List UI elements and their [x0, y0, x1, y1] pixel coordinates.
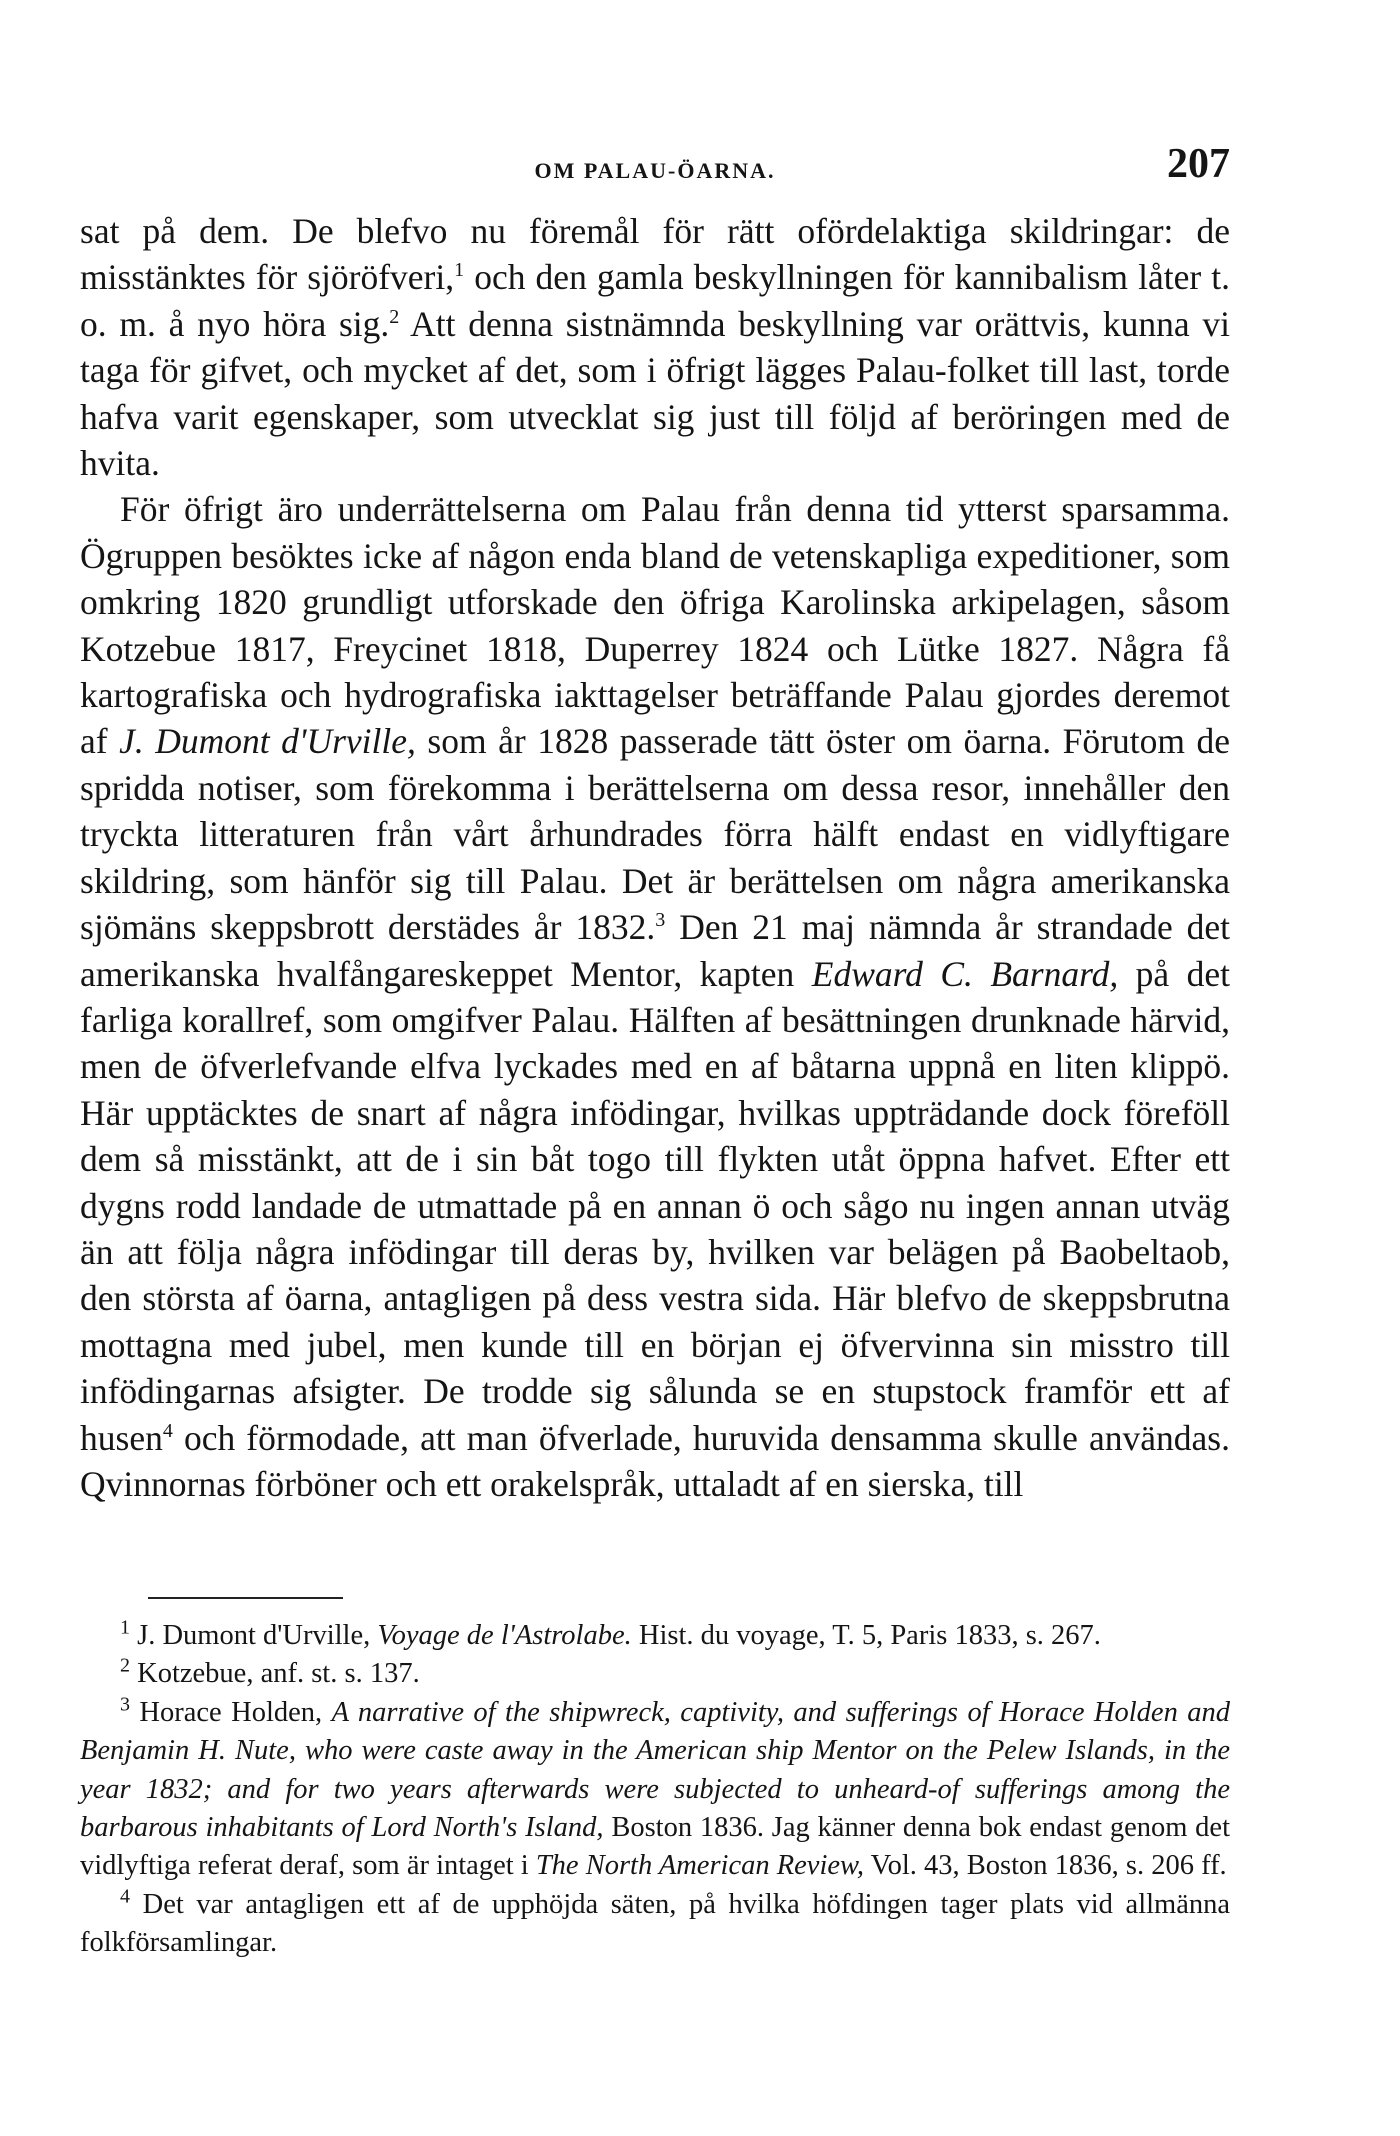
- text-run: Kotzebue, anf. st. s. 137.: [130, 1658, 420, 1690]
- footnotes: [80, 1617, 1230, 1963]
- text-run: Boston 1836. Jag känner denna bok endast genom det vidlyftiga referat deraf, som är intaget i: [80, 1812, 1230, 1882]
- paragraph-2: [80, 486, 1230, 1507]
- footnote-ref-2: 2: [389, 305, 400, 328]
- text-run: Det var antagligen ett af de upphöjda säten, på hvilka höfdingen tager plats vid allmänna folkförsamlingar.: [80, 1888, 1230, 1959]
- footnote-ref-1: 1: [454, 259, 465, 282]
- book-title: A narrative of the shipwreck, captivity, and sufferings of Horace Holden and Benjamin H. Nute, who were caste away in the American ship Mentor on the Pelew Islands, in the year 1832; and for two years afterwards were subjected to unheard-of sufferings among the barbarous inhabitants of Lord North's Island,: [80, 1696, 1231, 1844]
- text-run: och förmodade, att man öfverlade, huruvida densamma skulle användas. Qvinnornas förböner och ett orakelspråk, uttaladt af en sierska, till: [80, 1417, 1230, 1504]
- text-run: Den 21 maj nämnda år strandade det amerikanska hvalfångareskeppet Mentor, kapten: [80, 907, 1230, 994]
- footnote-mark: 2: [120, 1654, 130, 1677]
- text-run: J. Dumont d'Urville,: [130, 1620, 378, 1651]
- footnote-ref-3: 3: [655, 909, 666, 932]
- footnote-divider: [148, 1597, 343, 1599]
- footnote-mark: 1: [120, 1616, 130, 1639]
- text-run: som år 1828 passerade tätt öster om öarna. Förutom de spridda notiser, som förekomma i berättelserna om dessa resor, innehåller den tryckta litteraturen från vårt århundrades förra hälft endast en vidlyftigare skildring, som hänför sig till Palau. Det är berättelsen om några amerikanska sjömäns skeppsbrott derstädes år 1832.: [80, 721, 1230, 948]
- text-run: på det farliga korallref, som omgifver Palau. Hälften af besättningen drunknade härvid, men de öfverlefvande elfva lyckades med en af båtarna uppnå en liten klippö. Här upptäcktes de snart af några infödingar, hvilkas uppträdande dock föreföll dem så misstänkt, att de i sin båt togo till flykten utåt öppna hafvet. Efter ett dygns rodd landade de utmattade på en annan ö och sågo nu ingen annan utväg än att följa några infödingar till deras by, hvilken var belägen på Baobeltaob, den största af öarna, antagligen på dess vestra sida. Här blefvo de skeppsbrutna mottagna med jubel, men kunde till en början ej öfvervinna sin misstro till infödingarnas afsigter. De trodde sig sålunda se en stupstock framför ett af husen: [80, 953, 1230, 1458]
- main-text: [80, 208, 1230, 1507]
- footnote-ref-4: 4: [162, 1419, 173, 1442]
- text-run: För öfrigt äro underrättelserna om Palau från denna tid ytterst sparsamma. Ögruppen besöktes icke af någon enda bland de vetenskapliga expeditioner, som omkring 1820 grundligt utforskade den öfriga Karolinska arkipelagen, såsom Kotzebue 1817, Freycinet 1818, Duperrey 1824 och Lütke 1827. Några få kartografiska och hydrografiska iakttagelser beträffande Palau gjordes deremot af: [80, 489, 1230, 762]
- footnote-3: [80, 1694, 1230, 1886]
- footnote-1: [80, 1617, 1230, 1655]
- paragraph-1: [80, 208, 1230, 486]
- text-run: Horace Holden,: [130, 1696, 332, 1728]
- author-name-urville: J. Dumont d'Urville,: [119, 721, 416, 762]
- text-run: Att denna sistnämnda beskyllning var orättvis, kunna vi taga för gifvet, och mycket af det, som i öfrigt lägges Palau-folket till last, torde hafva varit egenskaper, som utvecklat sig just till följd af beröringen med de hvita.: [80, 303, 1230, 484]
- footnote-2: [80, 1655, 1230, 1693]
- text-run: sat på dem. De blefvo nu föremål för rätt ofördelaktiga skildringar: de misstänktes för sjöröfveri,: [80, 211, 1230, 298]
- footnote-4: [80, 1886, 1230, 1963]
- author-name-barnard: Edward C. Barnard,: [811, 953, 1119, 994]
- text-run: Vol. 43, Boston 1836, s. 206 ff.: [864, 1850, 1227, 1882]
- footnote-mark: 4: [120, 1885, 130, 1908]
- book-title: Voyage de l'Astrolabe.: [377, 1620, 632, 1651]
- footnote-mark: 3: [120, 1693, 130, 1716]
- text-run: och den gamla beskyllningen för kannibalism låter t. o. m. å nyo höra sig.: [80, 257, 1230, 344]
- page-number: 207: [1167, 141, 1230, 187]
- page-header: [80, 140, 1230, 200]
- journal-title: The North American Review,: [535, 1850, 865, 1882]
- running-title: OM PALAU-ÖARNA.: [534, 158, 776, 183]
- text-run: Hist. du voyage, T. 5, Paris 1833, s. 267.: [631, 1620, 1101, 1651]
